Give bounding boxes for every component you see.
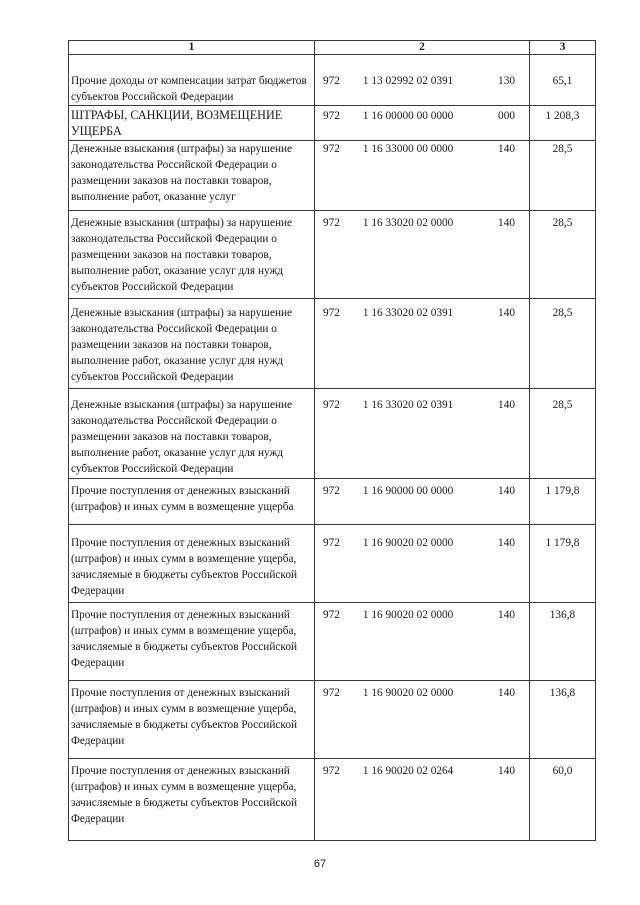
admin-code: 972 [323, 609, 340, 621]
row-name-cell [69, 759, 315, 841]
row-name: ШТРАФЫ, САНКЦИИ, ВОЗМЕЩЕНИЕ УЩЕРБА [71, 108, 283, 138]
row-name: Прочие поступления от денежных взысканий (штрафов) и иных сумм в возмещение ущерба, зачисляемые в бюджеты субъектов Российской Федерации [71, 765, 298, 825]
row-code-cell [315, 389, 530, 479]
subcode: 140 [498, 307, 515, 319]
budget-class-code: 1 13 02992 02 0391 [362, 75, 454, 87]
budget-class-code: 1 16 90020 02 0000 [362, 687, 454, 699]
row-code-cell [315, 759, 530, 841]
table-row [69, 759, 596, 841]
table-row [69, 141, 596, 211]
budget-class-code: 1 16 33020 02 0391 [362, 399, 454, 411]
row-name: Прочие поступления от денежных взысканий (штрафов) и иных сумм в возмещение ущерба, зачисляемые в бюджеты субъектов Российской Федерации [71, 537, 298, 597]
row-amount: 1 179,8 [530, 525, 596, 603]
admin-code: 972 [323, 537, 340, 549]
table-row [69, 211, 596, 299]
row-amount: 28,5 [530, 141, 596, 211]
admin-code: 972 [323, 399, 340, 411]
table-body [69, 55, 596, 841]
table-row [69, 525, 596, 603]
row-name-cell [69, 55, 315, 106]
row-amount: 28,5 [530, 389, 596, 479]
admin-code: 972 [323, 765, 340, 777]
admin-code: 972 [323, 143, 340, 155]
admin-code: 972 [323, 75, 340, 87]
table-row [69, 389, 596, 479]
column-header-1: 1 [69, 41, 315, 55]
row-code-cell [315, 141, 530, 211]
page-number: 67 [313, 858, 327, 870]
admin-code: 972 [323, 110, 340, 122]
table-row [69, 603, 596, 681]
subcode: 140 [498, 537, 515, 549]
row-amount: 60,0 [530, 759, 596, 841]
subcode: 140 [498, 485, 515, 497]
row-name-cell [69, 603, 315, 681]
row-name-cell [69, 681, 315, 759]
row-name: Прочие поступления от денежных взысканий (штрафов) и иных сумм в возмещение ущерба, зачисляемые в бюджеты субъектов Российской Федерации [71, 687, 298, 747]
row-code-cell [315, 603, 530, 681]
row-name-cell [69, 479, 315, 525]
subcode: 140 [498, 609, 515, 621]
table-row [69, 106, 596, 141]
subcode: 140 [498, 399, 515, 411]
budget-class-code: 1 16 00000 00 0000 [362, 110, 454, 122]
row-name: Денежные взыскания (штрафы) за нарушение законодательства Российской Федерации о размещении заказов на поставки товаров, выполнение работ, оказание услуг для нужд субъектов Российской Федерации [71, 399, 293, 475]
budget-class-code: 1 16 90020 02 0000 [362, 537, 454, 549]
subcode: 000 [498, 110, 515, 122]
row-code-cell [315, 525, 530, 603]
row-code-cell [315, 55, 530, 106]
row-amount: 28,5 [530, 211, 596, 299]
row-code-cell [315, 211, 530, 299]
row-name: Денежные взыскания (штрафы) за нарушение законодательства Российской Федерации о размещении заказов на поставки товаров, выполнение работ, оказание услуг для нужд субъектов Российской Федерации [71, 307, 293, 383]
row-code-cell [315, 479, 530, 525]
row-name-cell [69, 106, 315, 141]
row-name-cell [69, 299, 315, 389]
row-code-cell [315, 299, 530, 389]
budget-class-code: 1 16 90020 02 0000 [362, 609, 454, 621]
subcode: 140 [498, 687, 515, 699]
header-row [69, 41, 596, 55]
budget-class-code: 1 16 33000 00 0000 [362, 143, 454, 155]
row-name: Прочие поступления от денежных взысканий (штрафов) и иных сумм в возмещение ущерба [71, 485, 294, 513]
row-name-cell [69, 141, 315, 211]
budget-class-code: 1 16 33020 02 0391 [362, 307, 454, 319]
table-row [69, 479, 596, 525]
row-name-cell [69, 211, 315, 299]
row-name-cell [69, 389, 315, 479]
row-code-cell [315, 681, 530, 759]
row-code-cell [315, 106, 530, 141]
table-row [69, 299, 596, 389]
subcode: 140 [498, 765, 515, 777]
table-row [69, 681, 596, 759]
budget-class-code: 1 16 90020 02 0264 [362, 765, 454, 777]
subcode: 130 [498, 75, 515, 87]
admin-code: 972 [323, 687, 340, 699]
row-name: Прочие доходы от компенсации затрат бюджетов субъектов Российской Федерации [71, 75, 307, 103]
row-amount: 65,1 [530, 55, 596, 106]
column-header-2: 2 [315, 41, 530, 55]
row-name: Денежные взыскания (штрафы) за нарушение законодательства Российской Федерации о размещении заказов на поставки товаров, выполнение работ, оказание услуг [71, 143, 293, 203]
admin-code: 972 [323, 307, 340, 319]
admin-code: 972 [323, 217, 340, 229]
row-name-cell [69, 525, 315, 603]
revenue-table [68, 40, 596, 841]
row-name: Денежные взыскания (штрафы) за нарушение законодательства Российской Федерации о размещении заказов на поставки товаров, выполнение работ, оказание услуг для нужд субъектов Российской Федерации [71, 217, 293, 293]
subcode: 140 [498, 217, 515, 229]
column-header-3: 3 [530, 41, 596, 55]
row-name: Прочие поступления от денежных взысканий (штрафов) и иных сумм в возмещение ущерба, зачисляемые в бюджеты субъектов Российской Федерации [71, 609, 298, 669]
row-amount: 1 179,8 [530, 479, 596, 525]
row-amount: 1 208,3 [530, 106, 596, 141]
subcode: 140 [498, 143, 515, 155]
row-amount: 136,8 [530, 681, 596, 759]
table-row [69, 55, 596, 106]
row-amount: 28,5 [530, 299, 596, 389]
budget-class-code: 1 16 33020 02 0000 [362, 217, 454, 229]
row-amount: 136,8 [530, 603, 596, 681]
admin-code: 972 [323, 485, 340, 497]
budget-class-code: 1 16 90000 00 0000 [362, 485, 454, 497]
